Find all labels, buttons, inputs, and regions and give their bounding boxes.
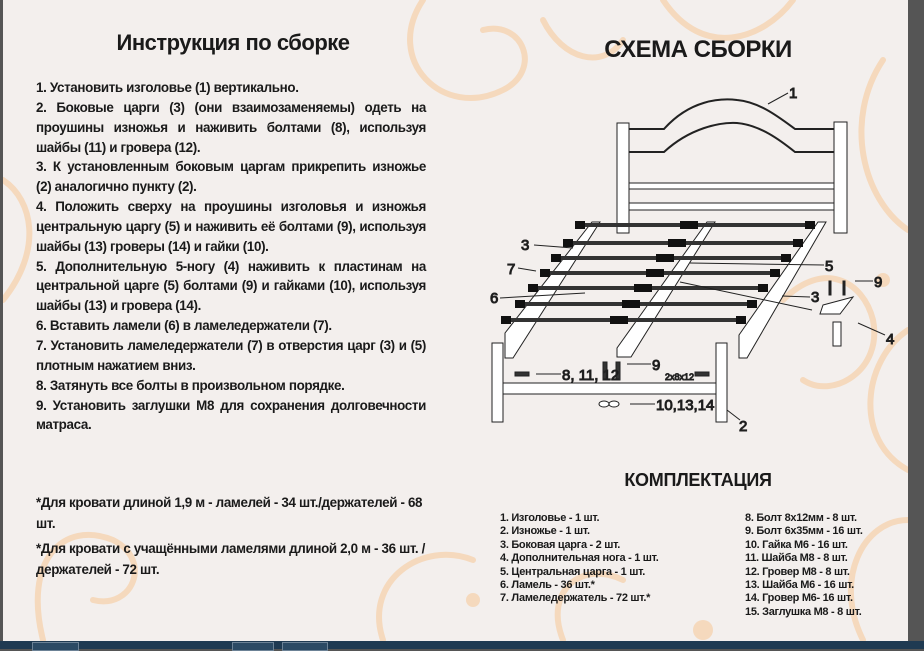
footnote: *Для кровати с учащёнными ламелями длиной 2,0 м - 36 шт. /держателей - 72 шт. — [36, 541, 426, 577]
step: 8. Затянуть все болты в произвольном порядке. — [36, 377, 345, 393]
callout-headboard: 1 — [789, 85, 798, 102]
kit-list-right — [745, 512, 863, 619]
callout-slat-holder: 7 — [507, 261, 516, 278]
kit-item: 4. Дополнительная нога - 1 шт. — [500, 552, 659, 565]
callout-nuts: 10,13,14 — [656, 397, 715, 414]
step: 9. Установить заглушки М8 для сохранения долговечности матраса. — [36, 397, 426, 433]
kit-item: 12. Гровер М8 - 8 шт. — [745, 565, 850, 578]
callout-slat: 6 — [490, 290, 499, 307]
callout-extra-leg: 4 — [886, 331, 895, 348]
footnote: *Для кровати длиной 1,9 м - ламелей - 34 шт./держателей - 68 шт. — [36, 495, 423, 531]
taskbar-button[interactable] — [232, 642, 274, 651]
kit-item: 14. Гровер М6- 16 шт. — [745, 592, 853, 605]
kit-item: 2. Изножье - 1 шт. — [500, 525, 590, 538]
kit-item: 6. Ламель - 36 шт.* — [500, 579, 595, 592]
kit-title: КОМПЛЕКТАЦИЯ — [624, 470, 772, 490]
kit-item: 10. Гайка М6 - 16 шт. — [745, 538, 848, 551]
callout-bolts: 9 — [874, 274, 883, 291]
taskbar — [0, 641, 924, 649]
step: 7. Установить ламеледержатели (7) в отверстия царг (3) и (5) плотным нажатием вниз. — [36, 337, 426, 373]
kit-item: 7. Ламеледержатель - 72 шт.* — [500, 592, 651, 605]
document-page — [3, 0, 908, 641]
step: 6. Вставить ламели (6) в ламеледержатели (7). — [36, 318, 332, 334]
kit-item: 1. Изголовье - 1 шт. — [500, 512, 600, 524]
kit-item: 9. Болт 6х35мм - 16 шт. — [745, 525, 863, 538]
taskbar-button[interactable] — [282, 642, 328, 651]
kit-item: 15. Заглушка М8 - 8 шт. — [745, 605, 862, 618]
kit-item: 3. Боковая царга - 2 шт. — [500, 538, 620, 551]
callout-center-bolts: 9 — [652, 357, 661, 374]
step: 5. Дополнительную 5-ногу (4) наживить к пластинам на центральной царге (5) болтами (9) и гайками (10), используя шайбы (13) и гровера (14). — [36, 258, 426, 314]
callout-side-rail: 3 — [811, 289, 820, 306]
instructions-title: Инструкция по сборке — [116, 30, 350, 55]
step: 1. Установить изголовье (1) вертикально. — [36, 80, 299, 95]
step: 3. К установленным боковым царгам прикрепить изножье (2) аналогично пункту (2). — [36, 159, 426, 195]
callout-footboard: 2 — [739, 418, 748, 435]
kit-item: 8. Болт 8х12мм - 8 шт. — [745, 512, 857, 524]
kit-item: 5. Центральная царга - 1 шт. — [500, 565, 645, 578]
taskbar-button[interactable] — [32, 642, 79, 651]
kit-item: 13. Шайба М6 - 16 шт. — [745, 579, 854, 592]
bolt-spec-label: 2x8x12 — [665, 372, 695, 382]
step: 2. Боковые царги (3) (они взаимозаменяемы) одеть на проушины изножья и наживить болтами (8), используя шайбы (11) и гровера (12). — [36, 99, 426, 155]
step: 4. Положить сверху на проушины изголовья и изножья центральную царгу (5) и наживить её болтами (9), используя шайбы (13) гроверы (14) и гайки (10). — [36, 199, 426, 254]
kit-list-left — [500, 512, 659, 606]
callout-center-rail: 5 — [825, 258, 834, 275]
headboard — [617, 99, 847, 233]
callout-side-rail: 3 — [521, 237, 530, 254]
kit-item: 11. Шайба М8 - 8 шт. — [745, 552, 848, 565]
extra-leg — [820, 281, 853, 346]
callout-footboard-bolts: 8, 11, 12 — [562, 367, 620, 384]
scheme-title: СХЕМА СБОРКИ — [604, 36, 792, 63]
